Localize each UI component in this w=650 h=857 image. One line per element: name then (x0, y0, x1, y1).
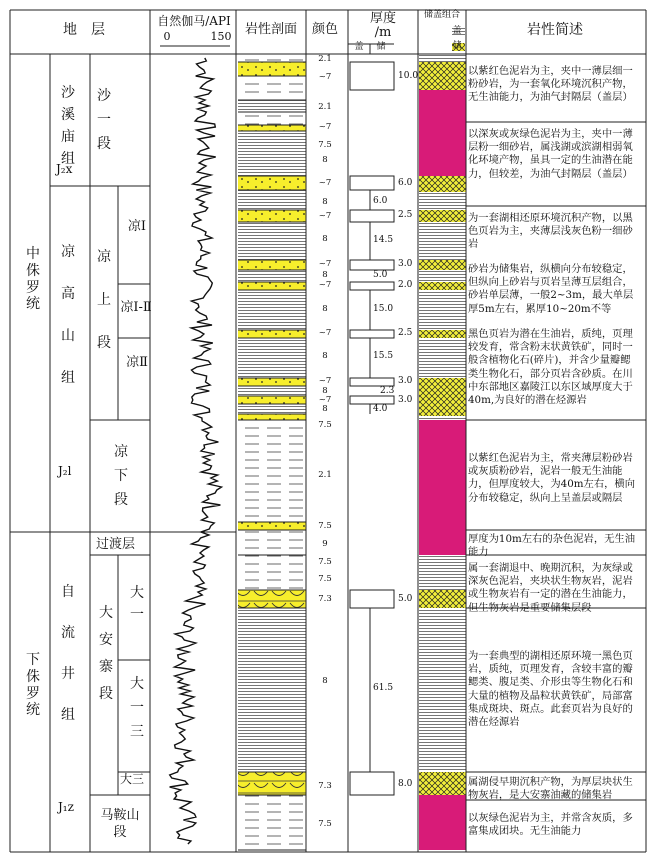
thickness-value: 61.5 (373, 683, 394, 693)
lithology-layer (238, 260, 306, 270)
lithology-layer (238, 54, 306, 62)
assemblage-band (419, 54, 466, 62)
color-code: 8 (322, 676, 328, 686)
lithology-layer (238, 420, 306, 522)
assemblage-band (419, 282, 466, 290)
member-liangxia: 凉 下 段 (114, 444, 128, 508)
header-gamma: 自然伽马/API (157, 14, 231, 28)
lithology-layer (238, 100, 306, 112)
assemblage-band (419, 330, 466, 338)
thickness-value: 2.0 (398, 280, 413, 290)
formation-lianggaoshan: 凉 高 山 组 (61, 244, 75, 386)
thickness-bar (350, 176, 394, 190)
lithology-layer (238, 396, 306, 404)
lithology-layer (238, 530, 306, 555)
thickness-value: 2.5 (398, 328, 413, 338)
thickness-bar (350, 396, 394, 404)
thickness-value: 5.0 (373, 270, 388, 280)
series-middle-jurassic: 中 侏 罗 统 (26, 246, 40, 313)
assemblage-band (419, 192, 466, 210)
description-text: 属湖侵早期沉积产物，为厚层块状生物灰岩，是大安寨油藏的储集岩 (468, 776, 633, 802)
color-code: ~7 (318, 328, 332, 338)
color-code: ~7 (318, 395, 332, 405)
gamma-min: 0 (163, 30, 171, 43)
thickness-reservoir: 储 (376, 42, 386, 52)
thickness-value: 8.0 (398, 779, 413, 789)
submember-l2: 凉Ⅱ (126, 355, 148, 370)
description-text: 黑色页岩为潜在生油岩，质纯，页理较发育，常含粉末状黄铁矿，同时一般含植物化石(碎片)，并含少量瓣鳃类生物化石，部分页岩含砂质。在川中东部地区嘉陵江以东区域厚度大于40m,为良好的潜在烃源岩 (468, 328, 633, 407)
lithology-layer (238, 555, 306, 590)
assemblage-band (419, 772, 466, 795)
lithology-layer (238, 590, 306, 608)
color-code: 8 (322, 270, 328, 280)
lithology-layer (238, 222, 306, 260)
lithology-layer (238, 290, 306, 330)
color-code: 7.5 (318, 140, 332, 150)
series-lower-jurassic: 下 侏 罗 统 (26, 652, 40, 719)
lithology-layer (238, 282, 306, 290)
thickness-value: 3.0 (398, 376, 413, 386)
lithology-layer (238, 210, 306, 222)
thickness-bar (350, 330, 394, 338)
color-code: ~7 (318, 72, 332, 82)
lithology-layer (238, 338, 306, 378)
gamma-max: 150 (210, 30, 232, 43)
submember-l1: 凉Ⅰ (127, 219, 147, 234)
thickness-value: 6.0 (373, 196, 388, 206)
lithology-layer (238, 608, 306, 772)
member-maanshan: 马鞍山段 (100, 808, 140, 840)
assemblage-band (419, 270, 466, 282)
color-code: 7.5 (318, 557, 332, 567)
formation-lianggaoshan-code: J₂l (58, 464, 72, 478)
assemblage-band (419, 608, 466, 772)
assemblage-band (419, 290, 466, 330)
assemblage-band (419, 530, 466, 555)
color-code: 8 (322, 155, 328, 165)
lithology-layer (238, 330, 306, 338)
gamma-ray-curve (170, 58, 222, 844)
formation-ziliujing-code: J₁z (58, 800, 74, 814)
color-code: ~7 (318, 178, 332, 188)
lithology-layer (238, 772, 306, 795)
assemblage-band (419, 555, 466, 590)
thickness-value: 2.5 (398, 210, 413, 220)
color-code: 7.5 (318, 574, 332, 584)
thickness-value: 4.0 (373, 404, 388, 414)
thickness-value: 14.5 (373, 235, 394, 245)
header-lithology: 岩性剖面 (244, 22, 297, 37)
description-text: 砂岩为储集岩，纵横向分布较稳定，但纵向上砂岩与页岩呈薄互层组合，砂岩单层薄，一般2~3m，最大单层厚5m左右，累厚10~20m不等 (468, 263, 634, 315)
color-code: ~7 (318, 211, 332, 221)
thickness-value: 2.3 (380, 386, 395, 396)
color-code: 9 (322, 539, 328, 549)
formation-shaximiao: 沙 溪 庙 组 (61, 85, 75, 167)
formation-ziliujing: 自 流 井 组 (61, 584, 75, 723)
color-code: 7.5 (318, 521, 332, 531)
color-code: 8 (322, 404, 328, 414)
color-code: 8 (322, 386, 328, 396)
member-guodu: 过渡层 (96, 537, 136, 552)
color-code: 8 (322, 304, 328, 314)
description-text: 为一套典型的湖相还原环境一黑色页岩，质纯，页理发育，含较丰富的瓣鳃类、腹足类、介形虫等生物化石和大量的植物及晶粒状黄铁矿，局部富集成斑块、斑点。此套页岩为良好的潜在烃源岩 (468, 650, 633, 729)
assemblage-band (419, 176, 466, 192)
color-code: 2.1 (318, 54, 332, 64)
assemblage-cap: 盖 (452, 26, 462, 36)
header-color: 颜色 (311, 22, 338, 37)
submember-da13: 大 一 三 (130, 676, 144, 740)
thickness-bar (350, 210, 394, 222)
description-text: 属一套湖退中、晚期沉积，为灰绿或深灰色泥岩，夹块状生物灰岩，泥岩或生物灰岩有一定的潜在生油能力，但生物灰岩是重要储集层段 (468, 562, 633, 614)
assemblage-band (419, 590, 466, 608)
color-code: 7.3 (318, 594, 332, 604)
submember-da1: 大 一 (130, 585, 144, 623)
thickness-value: 15.5 (373, 351, 394, 361)
assemblage-band (419, 378, 466, 416)
lithology-layer (238, 190, 306, 210)
color-code: 7.3 (318, 781, 332, 791)
assemblage-reservoir: 储 (452, 41, 462, 51)
color-code: 8 (322, 197, 328, 207)
lithology-layer (238, 131, 306, 176)
thickness-bar (350, 62, 394, 90)
description-text: 以深灰或灰绿色泥岩为主，夹中一薄层粉一细砂岩，属浅湖或滨湖相弱氧化环境产物，虽具一定的生油潜在能力，但较差，为油气封隔层（盖层） (468, 128, 633, 180)
header-assemblage: 储盖组合 (423, 10, 460, 20)
thickness-value: 3.0 (398, 259, 413, 269)
lithology-layer (238, 386, 306, 396)
submember-da3: 大三 (120, 772, 145, 786)
assemblage-band (419, 222, 466, 260)
thickness-bar (350, 282, 394, 290)
member-sha1: 沙 一 段 (97, 88, 111, 152)
lithology-layer (238, 176, 306, 190)
color-code: 7.5 (318, 420, 332, 430)
submember-l1-2: 凉Ⅰ-Ⅱ (120, 300, 152, 315)
assemblage-band (419, 62, 466, 90)
assemblage-band (419, 416, 466, 420)
assemblage-band (419, 210, 466, 222)
thickness-bar (350, 590, 394, 608)
color-code: 2.1 (318, 470, 332, 480)
assemblage-band (419, 420, 466, 530)
lithology-layer (238, 522, 306, 530)
color-code: 8 (322, 351, 328, 361)
thickness-value: 3.0 (398, 395, 413, 405)
thickness-value: 5.0 (398, 594, 413, 604)
member-liangshang: 凉 上 段 (97, 249, 111, 351)
color-code: 7.5 (318, 819, 332, 829)
assemblage-band (419, 260, 466, 270)
description-text: 以紫红色泥岩为主，夹中一薄层细一粉砂岩，为一套氧化环境沉积产物，无生油能力，为油气封隔层（盖层） (468, 65, 633, 104)
color-code: 2.1 (318, 102, 332, 112)
assemblage-band (419, 795, 466, 850)
header-strata: 地 层 (63, 22, 105, 38)
description-text: 为一套湖相还原环境沉积产物，以黑色页岩为主，夹薄层浅灰色粉一细砂岩 (468, 212, 633, 251)
lithology-layer (238, 62, 306, 76)
color-code: ~7 (318, 259, 332, 269)
description-text: 厚度为10m左右的杂色泥岩，无生油能力 (468, 533, 636, 559)
lithology-layer (238, 404, 306, 414)
thickness-value: 6.0 (398, 178, 413, 188)
thickness-bar (350, 378, 394, 386)
formation-shaximiao-code: J₂x (56, 162, 73, 176)
lithology-layer (238, 112, 306, 125)
color-code: ~7 (318, 376, 332, 386)
thickness-value: 15.0 (373, 304, 394, 314)
lithology-layer (238, 270, 306, 282)
thickness-cap: 盖 (354, 42, 364, 52)
description-text: 以紫红色泥岩为主，常夹薄层粉砂岩或灰质粉砂岩，泥岩一般无生油能力，但厚度较大，为40m左右，横向分布较稳定，纵向上呈盖层或隔层 (468, 452, 636, 504)
header-thickness: 厚度 /m (369, 11, 396, 40)
thickness-bar (350, 772, 394, 795)
header-description: 岩性简述 (527, 22, 583, 38)
lithology-layer (238, 76, 306, 100)
description-text: 以灰绿色泥岩为主，并常含灰质，多富集成团块。无生油能力 (468, 812, 633, 838)
member-daanzhai: 大 安 寨 段 (99, 605, 113, 702)
lithology-layer (238, 414, 306, 420)
color-code: ~7 (318, 280, 332, 290)
color-code: ~7 (318, 122, 332, 132)
thickness-bar (350, 260, 394, 270)
assemblage-band (419, 338, 466, 378)
color-code: 8 (322, 234, 328, 244)
thickness-value: 10.0 (398, 71, 419, 81)
lithology-layer (238, 125, 306, 131)
lithology-layer (238, 378, 306, 386)
lithology-layer (238, 795, 306, 850)
assemblage-band (419, 90, 466, 176)
